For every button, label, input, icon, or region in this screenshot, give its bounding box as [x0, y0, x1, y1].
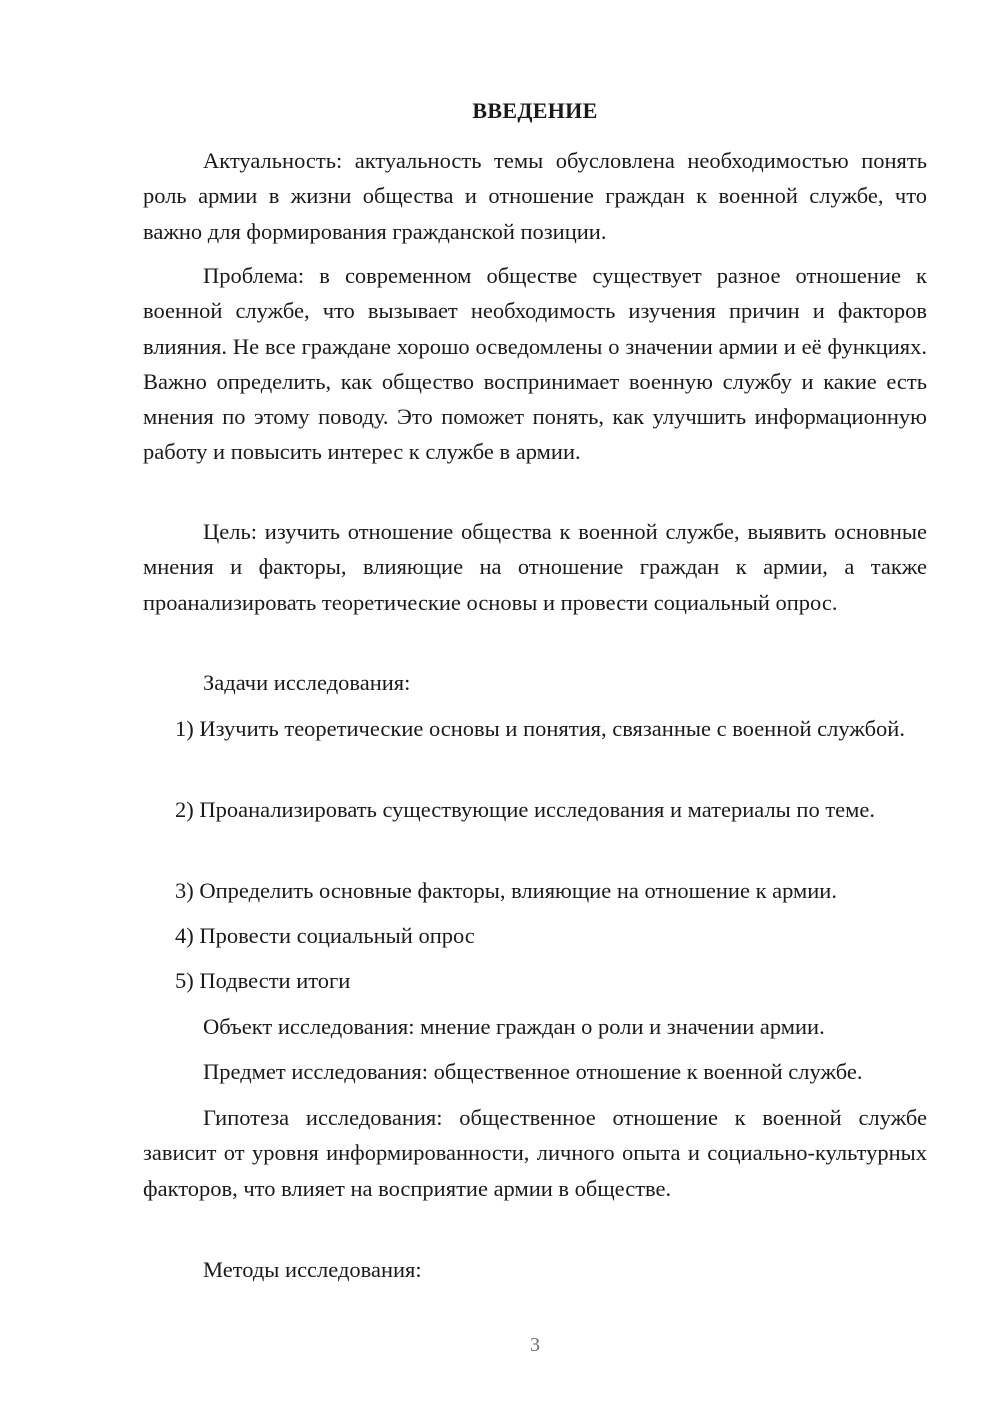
- task-item-5: 5) Подвести итоги: [175, 968, 351, 993]
- page-number: 3: [530, 1334, 540, 1356]
- object-paragraph: Объект исследования: мнение граждан о роли и значении армии.: [203, 1014, 825, 1039]
- task-item-2: 2) Проанализировать существующие исследования и материалы по теме.: [175, 797, 876, 822]
- hypothesis-paragraph: Гипотеза исследования: общественное отношение к военной службе зависит от уровня информированности, личного опыта и социально-культурных факторов, что влияет на восприятие армии в обществе.: [143, 1105, 927, 1201]
- relevance-paragraph: Актуальность: актуальность темы обусловлена необходимостью понять роль армии в жизни общества и отношение граждан к военной службе, что важно для формирования гражданской позиции.: [143, 148, 927, 244]
- goal-paragraph: Цель: изучить отношение общества к военной службе, выявить основные мнения и факторы, влияющие на отношение граждан к армии, а также проанализировать теоретические основы и провести социальный опрос.: [143, 519, 927, 615]
- methods-heading: Методы исследования:: [203, 1257, 422, 1282]
- tasks-heading: Задачи исследования:: [203, 670, 411, 695]
- task-item-3: 3) Определить основные факторы, влияющие на отношение к армии.: [175, 878, 837, 903]
- subject-paragraph: Предмет исследования: общественное отношение к военной службе.: [203, 1059, 863, 1084]
- problem-paragraph: Проблема: в современном обществе существует разное отношение к военной службе, что вызывает необходимость изучения причин и факторов влияния. Не все граждане хорошо осведомлены о значении армии и её функциях. Важно определить, как общество воспринимает военную службу и какие есть мнения по этому поводу. Это поможет понять, как улучшить информационную работу и повысить интерес к службе в армии.: [143, 263, 927, 465]
- task-item-4: 4) Провести социальный опрос: [175, 923, 475, 948]
- task-item-1: 1) Изучить теоретические основы и понятия, связанные с военной службой.: [175, 716, 905, 741]
- section-title: ВВЕДЕНИЕ: [472, 98, 598, 123]
- document-page: [143, 0, 927, 1414]
